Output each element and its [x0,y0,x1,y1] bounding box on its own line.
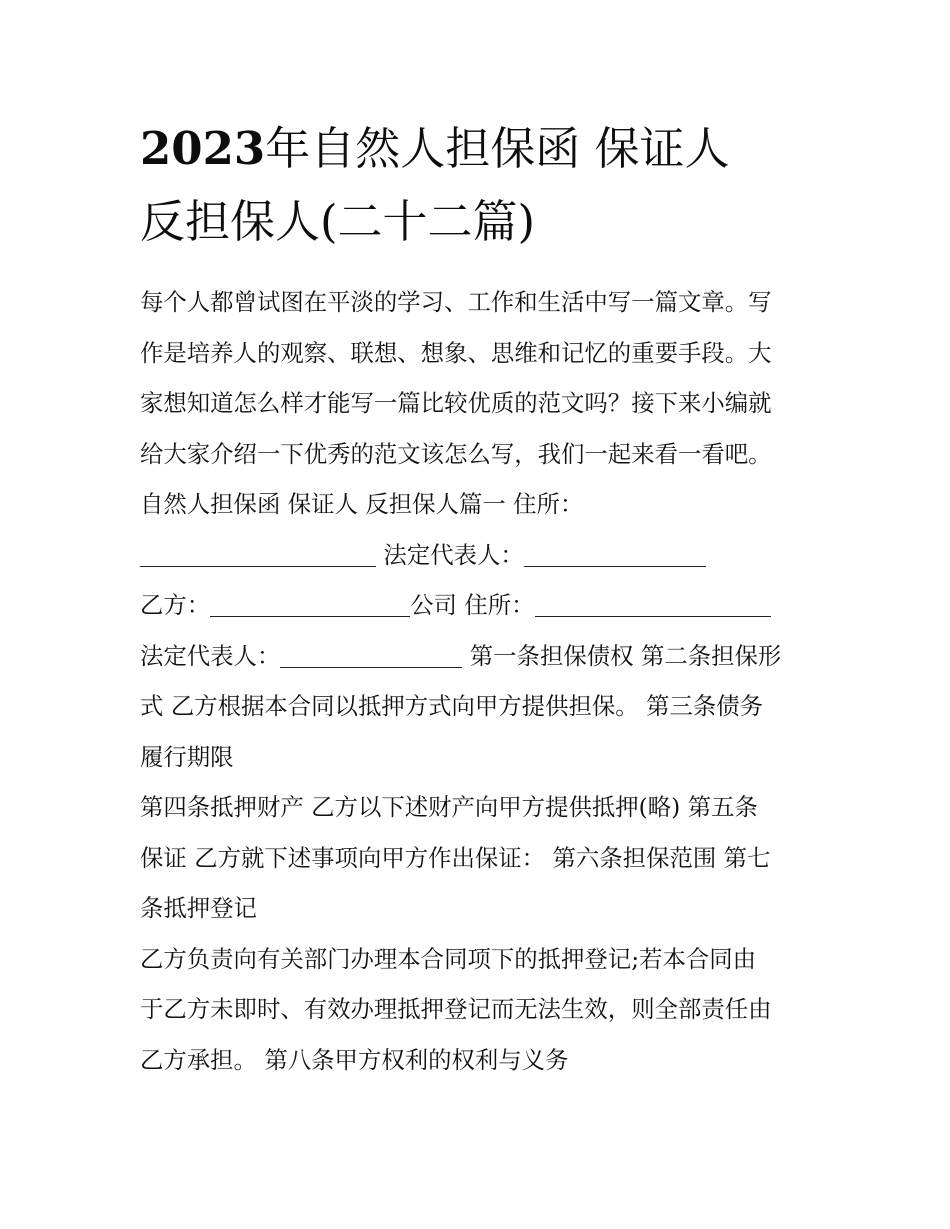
body-line: 履行期限 [140,742,234,771]
fill-in-blank [140,565,376,567]
body-line: 条抵押登记 [140,894,257,922]
document-body [140,277,820,1085]
fill-in-blank [210,615,410,617]
document-title [140,112,820,258]
body-line: 给大家介绍一下优秀的范文该怎么写，我们一起来看一看吧。 [140,439,772,468]
body-line: 式 乙方根据本合同以抵押方式向甲方提供担保。 第三条债务 [140,692,764,720]
body-line: 自然人担保函 保证人 反担保人篇一 住所： [140,490,584,518]
legal-rep-label-2: 法定代表人： [140,641,281,670]
body-line: 保证 乙方就下述事项向甲方作出保证： 第六条担保范围 第七 [140,843,771,872]
body-line-legal-rep [140,631,820,682]
body-line: 乙方承担。 第八条甲方权利的权利与义务 [140,1045,569,1074]
body-line-party-b [140,580,820,631]
title-line2: 反担保人(二十二篇) [140,195,536,248]
body-line: 第四条抵押财产 乙方以下述财产向甲方提供抵押(略) 第五条 [140,793,758,821]
body-line: 于乙方未即时、有效办理抵押登记而无法生效，则全部责任由 [140,995,772,1023]
clause-heading-text: 第一条担保债权 第二条担保形 [462,641,782,670]
fill-in-blank [280,666,462,668]
title-line1: 年自然人担保函 保证人 [265,122,730,175]
title-year: 2023 [140,122,266,175]
legal-rep-label: 法定代表人： [376,540,524,569]
body-line-residence [140,530,820,581]
body-line: 家想知道怎么样才能写一篇比较优质的范文吗？接下来小编就 [140,389,772,417]
party-b-label: 乙方： [140,591,211,619]
fill-in-blank [535,615,771,617]
fill-in-blank [524,565,706,567]
body-line: 乙方负责向有关部门办理本合同项下的抵押登记;若本合同由 [140,944,757,973]
body-line: 每个人都曾试图在平淡的学习、工作和生活中写一篇文章。写 [140,288,772,316]
body-line: 作是培养人的观察、联想、想象、思维和记忆的重要手段。大 [140,338,772,367]
company-address-label: 公司 住所： [410,591,535,619]
